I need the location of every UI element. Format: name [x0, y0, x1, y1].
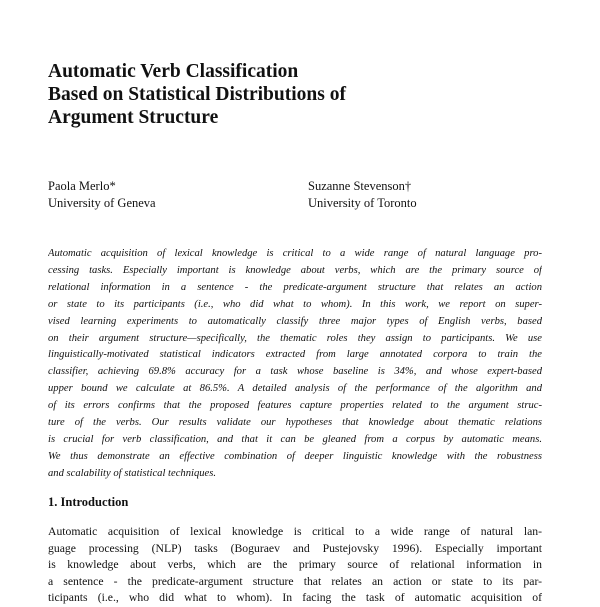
author-name: Suzanne Stevenson†: [308, 179, 412, 193]
body-line: is knowledge about verbs, which are the primary source of relational information in: [48, 558, 542, 572]
abstract-line: relational information in a sentence - the predicate-argument structure that relates an action: [48, 281, 542, 293]
abstract-line: cessing tasks. Especially important is knowledge about verbs, which are the primary source of: [48, 264, 542, 276]
body-line: a sentence - the predicate-argument structure that relates an action or state to its par-: [48, 574, 542, 588]
section-heading: 1. Introduction: [48, 495, 129, 509]
title-line: Based on Statistical Distributions of: [48, 84, 346, 105]
abstract-line: of its errors confirms that the proposed features capture properties related to the argument struc-: [48, 400, 542, 412]
author-block: [48, 178, 156, 212]
abstract-line: We thus demonstrate an effective combination of deeper linguistic knowledge with the robustness: [48, 450, 542, 462]
title-line: Argument Structure: [48, 107, 219, 128]
author-affiliation: University of Toronto: [308, 196, 417, 210]
title-line: Automatic Verb Classification: [48, 61, 299, 82]
body-line: guage processing (NLP) tasks (Boguraev and Pustejovsky 1996). Especially important: [48, 541, 542, 555]
body-line: Automatic acquisition of lexical knowledge is critical to a wide range of natural lan-: [48, 525, 542, 538]
abstract-line: or state to its participants (i.e., who did what to whom). In this work, we report on super-: [48, 298, 542, 310]
body-text: [48, 524, 542, 607]
abstract-line: upper bound we calculate at 86.5%. A detailed analysis of the performance of the algorithm and: [48, 383, 542, 395]
abstract-line: on their argument structure—specifically, the thematic roles they assign to participants. We use: [48, 332, 542, 344]
abstract-line: ture of the verbs. Our results validate our hypotheses that knowledge about thematic relations: [48, 417, 542, 429]
abstract: [48, 246, 542, 483]
abstract-line: linguistically-motivated statistical indicators extracted from large annotated corpora to train the: [48, 349, 542, 361]
abstract-line: and scalability of statistical techniques.: [48, 467, 217, 479]
abstract-line: Automatic acquisition of lexical knowledge is critical to a wide range of natural language pro-: [48, 248, 542, 259]
paper-title: [48, 60, 568, 129]
abstract-line: classifier, achieving 69.8% accuracy for a task whose baseline is 34%, and whose expert-based: [48, 366, 542, 378]
abstract-line: is crucial for verb classification, and that it can be gleaned from a corpus by automatic means.: [48, 433, 542, 445]
abstract-line: vised learning experiments to automatically classify three major types of English verbs, based: [48, 315, 542, 327]
body-line: ticipants (i.e., who did what to whom). In facing the task of automatic acquisition of: [48, 591, 542, 605]
author-name: Paola Merlo*: [48, 179, 116, 193]
author-affiliation: University of Geneva: [48, 196, 156, 210]
author-block: [308, 178, 417, 212]
